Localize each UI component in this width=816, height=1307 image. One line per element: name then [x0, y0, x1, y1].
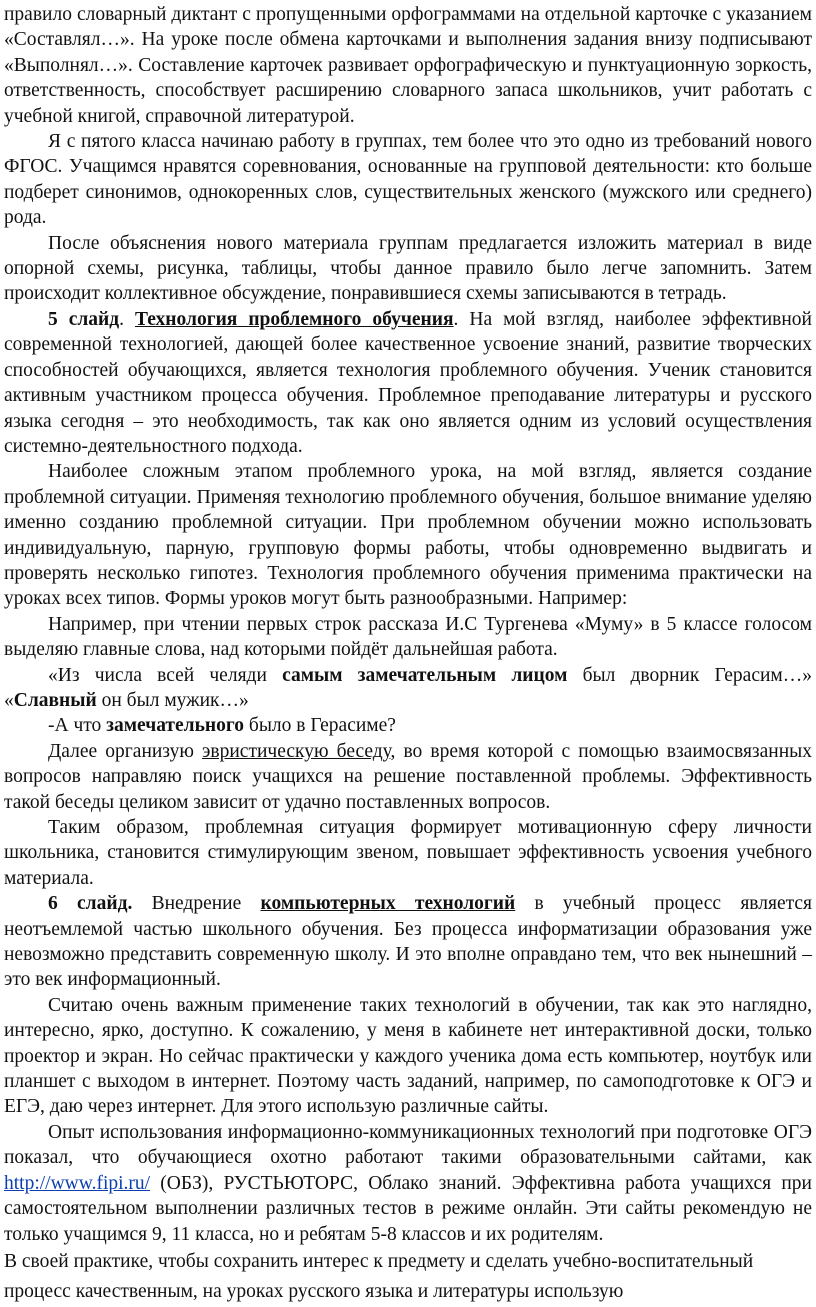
quote-bold-1: самым замечательным лицом: [282, 664, 568, 686]
paragraph-groups: [4, 129, 812, 231]
slide-5-title: Технология проблемного обучения: [135, 308, 454, 330]
paragraph-practice: [4, 1247, 812, 1307]
paragraph-mumu-example: [4, 612, 812, 663]
paragraph-groups-text: Я с пятого класса начинаю работу в группах, тем более что это одно из требований нового ФГОС. Учащимся нравятся соревнования, основанные на групповой деятельности: кто больше подберет синонимов, однокоренных слов, существительных женского (мужского или среднего) рода.: [4, 131, 812, 229]
quote-bold-2: Славный: [13, 689, 97, 711]
paragraph-mumu-example-text: Например, при чтении первых строк рассказа И.С Тургенева «Муму» в 5 классе голосом выделяю главные слова, над которыми пойдёт дальнейшая работа.: [4, 613, 812, 661]
paragraph-question: [4, 713, 812, 738]
paragraph-problem-situation-text: Наиболее сложным этапом проблемного урока, на мой взгляд, является создание проблемной ситуации. Применяя технологию проблемного обучения, большое внимание уделяю именно созданию проблемной ситуации. При проблемном обучении можно использовать индивидуальную, парную, групповую формы работы, чтобы одновременно выдвигать и проверять несколько гипотез. Технология проблемного обучения применима практически на уроках всех типов. Формы уроков могут быть разнообразными. Например:: [4, 461, 812, 610]
slide-6-lead: Внедрение: [132, 893, 261, 915]
paragraph-quote: [4, 663, 812, 714]
question-part-1: -А что: [48, 715, 107, 737]
paragraph-schemes: [4, 231, 812, 307]
paragraph-slide-6: [4, 891, 812, 993]
slide-6-label: 6 слайд.: [48, 893, 133, 915]
paragraph-conclusion-text: Таким образом, проблемная ситуация формирует мотивационную сферу личности школьника, становится стимулирующим звеном, повышает эффективность усвоения учебного материала.: [4, 817, 812, 889]
paragraph-cards-text: правило словарный диктант с пропущенными орфограммами на отдельной карточке с указанием «Составлял…». На уроке после обмена карточками и выполнения задания внизу подписывают «Выполнял…». Составление карточек развивает орфографическую и пунктуационную зоркость, ответственность, способствует расширению словарного запаса школьников, учит работать с учебной книгой, справочной литературой.: [4, 4, 812, 127]
slide-5-label: 5 слайд: [48, 308, 120, 330]
slide-6-text: в учебный процесс является неотъемлемой частью школьного обучения. Без процесса информатизации образования уже невозможно представить современную школу. И это вполне оправдано тем, что век нынешний – это век информационный.: [4, 893, 812, 991]
paragraph-schemes-text: После объяснения нового материала группам предлагается изложить материал в виде опорной схемы, рисунка, таблицы, чтобы данное правило было легче запомнить. Затем происходит коллективное обсуждение, понравившиеся схемы записываются в тетрадь.: [4, 232, 812, 305]
paragraph-technologies-text: Считаю очень важным применение таких технологий в обучении, так как это наглядно, интересно, ярко, доступно. К сожалению, у меня в кабинете нет интерактивной доски, только проектор и экран. Но сейчас практически у каждого ученика дома есть компьютер, ноутбук или планшет с выходом в интернет. Поэтому часть заданий, например, по самоподготовке к ОГЭ и ЕГЭ, даю через интернет. Для этого использую различные сайты.: [4, 994, 812, 1118]
slide-5-separator: .: [119, 308, 136, 330]
slide-6-title: компьютерных технологий: [260, 893, 516, 915]
ict-part-1: Опыт использования информационно-коммуникационных технологий при подготовке ОГЭ показал, что обучающиеся охотно работают такими образовательными сайтами, как: [4, 1121, 812, 1169]
paragraph-cards: [4, 2, 812, 129]
heuristic-part-2: , во время которой с помощью взаимосвязанных вопросов направляю поиск учащихся на решение поставленной проблемы. Эффективность такой беседы целиком зависит от удачно поставленных вопросов.: [4, 740, 812, 813]
paragraph-technologies: [4, 993, 812, 1120]
heuristic-underlined: эвристическую беседу: [202, 740, 391, 762]
paragraph-ict-experience: [4, 1120, 812, 1247]
paragraph-heuristic: [4, 739, 812, 815]
fipi-link[interactable]: http://www.fipi.ru/: [4, 1172, 151, 1194]
heuristic-part-1: Далее организую: [48, 740, 203, 762]
paragraph-practice-text: В своей практике, чтобы сохранить интерес к предмету и сделать учебно-воспитательный процесс качественным, на уроках русского языка и литературы использую: [4, 1250, 754, 1302]
slide-5-text: . На мой взгляд, наиболее эффективной современной технологией, дающей более качественное усвоение знаний, развитие творческих способностей обучающихся, является технология проблемного обучения. Ученик становится активным участником процесса обучения. Проблемное преподавание литературы и русского языка сегодня – это необходимость, так как оно является одним из условий осуществления системно-деятельностного подхода.: [4, 308, 812, 457]
paragraph-conclusion: [4, 815, 812, 891]
quote-part-2: был дворник Герасим…» «: [4, 664, 813, 711]
quote-part-1: «Из числа всей челяди: [48, 664, 283, 686]
paragraph-slide-5: [4, 307, 812, 459]
ict-part-2: (ОБЗ), РУСТЬЮТОРС, Облако знаний. Эффективна работа учащихся при самостоятельном выполнении различных тестов в режиме онлайн. Эти сайты рекомендую не только учащимся 9, 11 класса, но и ребятам 5-8 классов и их родителям.: [4, 1172, 812, 1245]
paragraph-problem-situation: [4, 459, 812, 611]
question-part-2: было в Герасиме?: [244, 715, 396, 737]
question-bold: замечательного: [106, 715, 245, 737]
quote-part-3: он был мужик…»: [96, 689, 249, 711]
